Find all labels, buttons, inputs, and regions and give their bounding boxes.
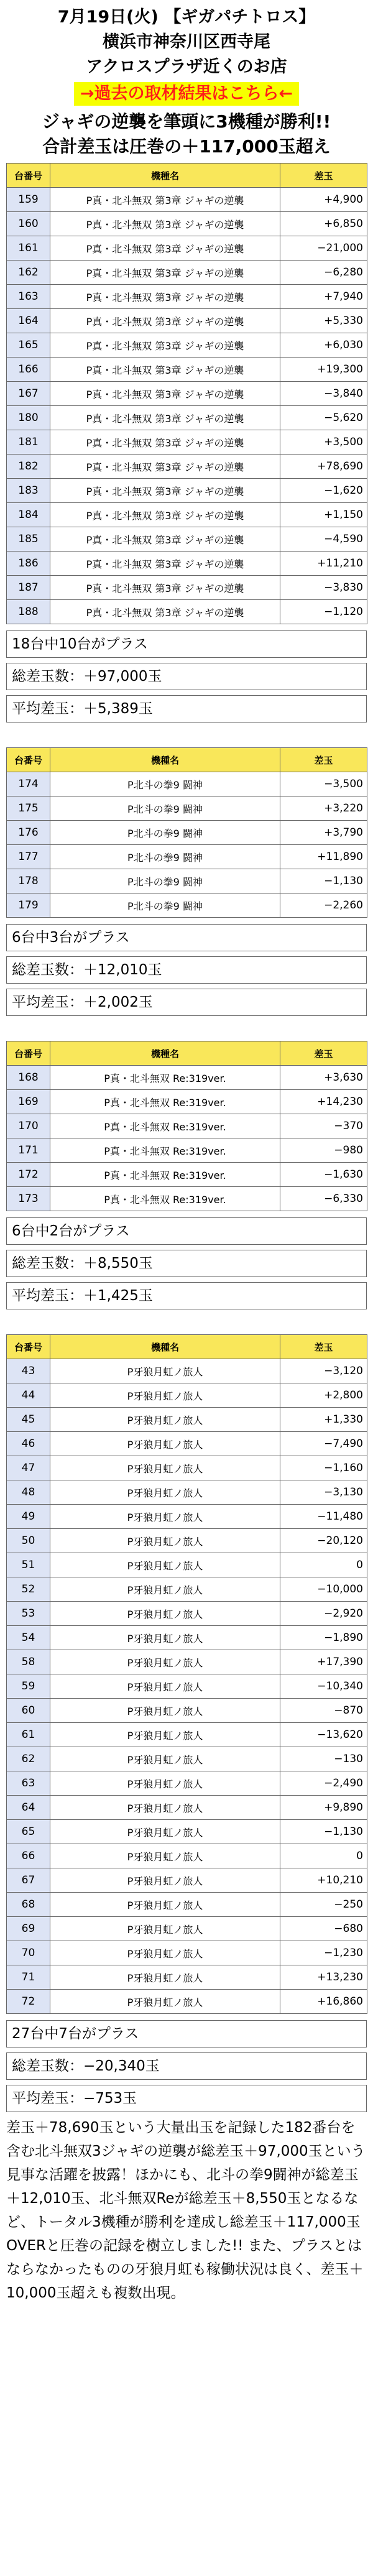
table-row <box>7 527 367 552</box>
machine-name: P牙狼月虹ノ旅人 <box>50 1456 280 1480</box>
machine-number: 72 <box>7 1990 50 2014</box>
table-row <box>7 576 367 600</box>
machine-name: P真・北斗無双 第3章 ジャギの逆襲 <box>50 527 280 552</box>
diff-value: −250 <box>280 1893 367 1917</box>
machine-name: P北斗の拳9 闘神 <box>50 772 280 796</box>
table-row <box>7 455 367 479</box>
diff-value: −1,160 <box>280 1456 367 1480</box>
machine-number: 53 <box>7 1602 50 1626</box>
machine-number: 178 <box>7 869 50 893</box>
machine-name: P牙狼月虹ノ旅人 <box>50 1747 280 1771</box>
table-row <box>7 1650 367 1674</box>
table-row <box>7 1844 367 1868</box>
table-row <box>7 333 367 358</box>
diff-value: +3,790 <box>280 821 367 845</box>
diff-value: −3,830 <box>280 576 367 600</box>
machine-name: P牙狼月虹ノ旅人 <box>50 1699 280 1723</box>
table-row <box>7 236 367 261</box>
header-cell-diff: 差玉 <box>280 1335 367 1359</box>
machine-section <box>6 1041 367 1309</box>
machine-name: P真・北斗無双 第3章 ジャギの逆襲 <box>50 285 280 309</box>
table-row <box>7 1893 367 1917</box>
machine-number: 43 <box>7 1359 50 1383</box>
table-row <box>7 1090 367 1114</box>
machine-name: P牙狼月虹ノ旅人 <box>50 1723 280 1747</box>
table-row <box>7 600 367 624</box>
machine-number: 64 <box>7 1796 50 1820</box>
table-row <box>7 821 367 845</box>
table-row <box>7 1626 367 1650</box>
table-row <box>7 1941 367 1965</box>
machine-number: 176 <box>7 821 50 845</box>
machine-name: P北斗の拳9 闘神 <box>50 821 280 845</box>
machine-number: 184 <box>7 503 50 527</box>
machine-name: P牙狼月虹ノ旅人 <box>50 1577 280 1602</box>
table-row <box>7 1066 367 1090</box>
machine-number: 70 <box>7 1941 50 1965</box>
diff-value: +6,850 <box>280 212 367 236</box>
date-line: 7月19日(火) 【ギガパチトロス】 <box>57 7 316 27</box>
table-row <box>7 382 367 406</box>
table-row <box>7 869 367 893</box>
diff-value: −7,490 <box>280 1432 367 1456</box>
diff-value: −21,000 <box>280 236 367 261</box>
table-row <box>7 406 367 430</box>
diff-value: +10,210 <box>280 1868 367 1893</box>
diff-value: −13,620 <box>280 1723 367 1747</box>
machine-number: 173 <box>7 1187 50 1211</box>
machine-number: 174 <box>7 772 50 796</box>
machine-name: P牙狼月虹ノ旅人 <box>50 1650 280 1674</box>
table-row <box>7 430 367 455</box>
header-cell-number: 台番号 <box>7 164 50 188</box>
article-text: 差玉＋78,690玉という大量出玉を記録した182番台を含む北斗無双3ジャギの逆襲が総差玉＋97,000玉という見事な活躍を披露！ほかにも、北斗の拳9闘神が総差玉＋12,010玉、北斗無双Reが総差玉＋8,550玉となるなど、トータル3機種が勝利を達成し総差玉＋117,000玉OVERと圧巻の記録を樹立しました!! また、プラスとはならなかったものの牙狼月虹も稼働状況は良く、差玉＋10,000玉超えも複数出現。 <box>6 2120 366 2301</box>
machine-name: P真・北斗無双 第3章 ジャギの逆襲 <box>50 261 280 285</box>
machine-section <box>6 1334 367 2112</box>
table-row <box>7 1163 367 1187</box>
machine-name: P牙狼月虹ノ旅人 <box>50 1820 280 1844</box>
machine-number: 180 <box>7 406 50 430</box>
diff-value: +1,150 <box>280 503 367 527</box>
machine-number: 50 <box>7 1529 50 1553</box>
machine-number: 181 <box>7 430 50 455</box>
machine-name: P牙狼月虹ノ旅人 <box>50 1626 280 1650</box>
machine-number: 167 <box>7 382 50 406</box>
diff-value: −2,260 <box>280 893 367 918</box>
machine-number: 179 <box>7 893 50 918</box>
diff-value: 0 <box>280 1553 367 1577</box>
diff-value: −1,130 <box>280 869 367 893</box>
diff-value: −1,120 <box>280 600 367 624</box>
total-diff: 総差玉数：＋12,010玉 <box>6 956 367 984</box>
diff-value: −1,130 <box>280 1820 367 1844</box>
table-row <box>7 1505 367 1529</box>
machine-number: 185 <box>7 527 50 552</box>
diff-value: −680 <box>280 1917 367 1941</box>
machine-name: P牙狼月虹ノ旅人 <box>50 1553 280 1577</box>
header-cell-name: 機種名 <box>50 748 280 772</box>
machine-name: P真・北斗無双 第3章 ジャギの逆襲 <box>50 188 280 212</box>
table-row <box>7 1796 367 1820</box>
header-cell-number: 台番号 <box>7 748 50 772</box>
table-row <box>7 1187 367 1211</box>
machine-name: P真・北斗無双 第3章 ジャギの逆襲 <box>50 358 280 382</box>
machine-number: 47 <box>7 1456 50 1480</box>
machine-section <box>6 747 367 1016</box>
total-diff: 総差玉数：＋8,550玉 <box>6 1250 367 1277</box>
machine-name: P牙狼月虹ノ旅人 <box>50 1844 280 1868</box>
diff-value: −980 <box>280 1138 367 1163</box>
header-cell-diff: 差玉 <box>280 748 367 772</box>
machine-number: 66 <box>7 1844 50 1868</box>
diff-value: −1,890 <box>280 1626 367 1650</box>
table-row <box>7 772 367 796</box>
machine-name: P牙狼月虹ノ旅人 <box>50 1990 280 2014</box>
machine-name: P真・北斗無双 Re:319ver. <box>50 1138 280 1163</box>
table-row <box>7 188 367 212</box>
table-row <box>7 552 367 576</box>
machine-name: P牙狼月虹ノ旅人 <box>50 1771 280 1796</box>
machine-number: 183 <box>7 479 50 503</box>
machine-number: 188 <box>7 600 50 624</box>
diff-value: +1,330 <box>280 1408 367 1432</box>
machine-number: 63 <box>7 1771 50 1796</box>
diff-value: −870 <box>280 1699 367 1723</box>
machine-name: P北斗の拳9 闘神 <box>50 869 280 893</box>
machine-name: P真・北斗無双 第3章 ジャギの逆襲 <box>50 600 280 624</box>
machine-number: 177 <box>7 845 50 869</box>
diff-value: −1,620 <box>280 479 367 503</box>
table-row <box>7 479 367 503</box>
machine-name: P真・北斗無双 第3章 ジャギの逆襲 <box>50 479 280 503</box>
machine-name: P真・北斗無双 第3章 ジャギの逆襲 <box>50 455 280 479</box>
table-row <box>7 1456 367 1480</box>
machine-name: P真・北斗無双 第3章 ジャギの逆襲 <box>50 212 280 236</box>
diff-value: +5,330 <box>280 309 367 333</box>
machine-number: 67 <box>7 1868 50 1893</box>
plus-count: 6台中3台がプラス <box>6 924 367 951</box>
diff-value: +13,230 <box>280 1965 367 1990</box>
table-row <box>7 1577 367 1602</box>
table-row <box>7 309 367 333</box>
headline-2: 合計差玉は圧巻の＋117,000玉超え <box>42 136 331 157</box>
machine-name: P真・北斗無双 Re:319ver. <box>50 1187 280 1211</box>
table-row <box>7 1432 367 1456</box>
table-row <box>7 1723 367 1747</box>
diff-value: −10,340 <box>280 1674 367 1699</box>
machine-name: P真・北斗無双 第3章 ジャギの逆襲 <box>50 503 280 527</box>
diff-value: +19,300 <box>280 358 367 382</box>
average-diff: 平均差玉：＋5,389玉 <box>6 695 367 722</box>
table-row <box>7 1553 367 1577</box>
machine-name: P牙狼月虹ノ旅人 <box>50 1432 280 1456</box>
header-cell-diff: 差玉 <box>280 1041 367 1066</box>
diff-value: +4,900 <box>280 188 367 212</box>
machine-name: P牙狼月虹ノ旅人 <box>50 1796 280 1820</box>
machine-number: 68 <box>7 1893 50 1917</box>
table-row <box>7 1990 367 2014</box>
shop-hint: アクロスプラザ近くのお店 <box>86 57 287 76</box>
plus-count: 27台中7台がプラス <box>6 2020 367 2047</box>
diff-value: −6,330 <box>280 1187 367 1211</box>
average-diff: 平均差玉：＋2,002玉 <box>6 989 367 1016</box>
table-row <box>7 845 367 869</box>
table-row <box>7 1138 367 1163</box>
average-diff: 平均差玉：−753玉 <box>6 2085 367 2112</box>
diff-value: −1,630 <box>280 1163 367 1187</box>
headline-1: ジャギの逆襲を筆頭に3機種が勝利!! <box>42 111 331 132</box>
table-row <box>7 285 367 309</box>
machine-name: P真・北斗無双 Re:319ver. <box>50 1090 280 1114</box>
machine-number: 62 <box>7 1747 50 1771</box>
header-cell-name: 機種名 <box>50 164 280 188</box>
diff-value: −370 <box>280 1114 367 1138</box>
machine-number: 160 <box>7 212 50 236</box>
diff-value: −20,120 <box>280 1529 367 1553</box>
machine-name: P牙狼月虹ノ旅人 <box>50 1868 280 1893</box>
machine-name: P真・北斗無双 第3章 ジャギの逆襲 <box>50 309 280 333</box>
table-row <box>7 1408 367 1432</box>
machine-number: 46 <box>7 1432 50 1456</box>
diff-value: +6,030 <box>280 333 367 358</box>
machine-number: 168 <box>7 1066 50 1090</box>
diff-value: +11,890 <box>280 845 367 869</box>
machine-name: P真・北斗無双 第3章 ジャギの逆襲 <box>50 236 280 261</box>
plus-count: 6台中2台がプラス <box>6 1217 367 1245</box>
diff-value: −11,480 <box>280 1505 367 1529</box>
diff-value: +9,890 <box>280 1796 367 1820</box>
past-results-link[interactable]: →過去の取材結果はこちら← <box>74 82 299 106</box>
machine-number: 59 <box>7 1674 50 1699</box>
diff-value: +17,390 <box>280 1650 367 1674</box>
machine-name: P牙狼月虹ノ旅人 <box>50 1917 280 1941</box>
machine-number: 71 <box>7 1965 50 1990</box>
machine-number: 164 <box>7 309 50 333</box>
table-row <box>7 1359 367 1383</box>
diff-value: +3,500 <box>280 430 367 455</box>
diff-value: −3,500 <box>280 772 367 796</box>
diff-value: +11,210 <box>280 552 367 576</box>
machine-name: P牙狼月虹ノ旅人 <box>50 1674 280 1699</box>
machine-name: P牙狼月虹ノ旅人 <box>50 1383 280 1408</box>
diff-value: −1,230 <box>280 1941 367 1965</box>
machine-name: P北斗の拳9 闘神 <box>50 893 280 918</box>
table-row <box>7 1674 367 1699</box>
machine-name: P真・北斗無双 Re:319ver. <box>50 1066 280 1090</box>
table-row <box>7 796 367 821</box>
diff-value: +3,630 <box>280 1066 367 1090</box>
diff-value: −4,590 <box>280 527 367 552</box>
header-cell-name: 機種名 <box>50 1041 280 1066</box>
machine-number: 60 <box>7 1699 50 1723</box>
location-line: 横浜市神奈川区西寺尾 <box>103 32 270 52</box>
average-diff: 平均差玉：＋1,425玉 <box>6 1282 367 1309</box>
table-row <box>7 261 367 285</box>
machine-section <box>6 163 367 722</box>
diff-value: +2,800 <box>280 1383 367 1408</box>
results-table <box>6 1334 367 2014</box>
table-row <box>7 1917 367 1941</box>
diff-value: +14,230 <box>280 1090 367 1114</box>
machine-number: 65 <box>7 1820 50 1844</box>
diff-value: −10,000 <box>280 1577 367 1602</box>
table-row <box>7 1529 367 1553</box>
diff-value: +7,940 <box>280 285 367 309</box>
machine-number: 172 <box>7 1163 50 1187</box>
machine-name: P牙狼月虹ノ旅人 <box>50 1965 280 1990</box>
machine-number: 69 <box>7 1917 50 1941</box>
machine-name: P北斗の拳9 闘神 <box>50 845 280 869</box>
machine-name: P真・北斗無双 第3章 ジャギの逆襲 <box>50 552 280 576</box>
table-row <box>7 1114 367 1138</box>
machine-number: 169 <box>7 1090 50 1114</box>
machine-number: 48 <box>7 1480 50 1505</box>
machine-name: P真・北斗無双 第3章 ジャギの逆襲 <box>50 333 280 358</box>
total-diff: 総差玉数：＋97,000玉 <box>6 663 367 690</box>
total-diff: 総差玉数：−20,340玉 <box>6 2052 367 2080</box>
machine-name: P牙狼月虹ノ旅人 <box>50 1505 280 1529</box>
table-row <box>7 1602 367 1626</box>
machine-name: P牙狼月虹ノ旅人 <box>50 1941 280 1965</box>
machine-number: 163 <box>7 285 50 309</box>
machine-number: 171 <box>7 1138 50 1163</box>
diff-value: −5,620 <box>280 406 367 430</box>
results-table <box>6 1041 367 1211</box>
table-row <box>7 1699 367 1723</box>
machine-number: 159 <box>7 188 50 212</box>
machine-number: 45 <box>7 1408 50 1432</box>
machine-name: P真・北斗無双 Re:319ver. <box>50 1114 280 1138</box>
plus-count: 18台中10台がプラス <box>6 630 367 658</box>
diff-value: 0 <box>280 1844 367 1868</box>
diff-value: +78,690 <box>280 455 367 479</box>
machine-name: P北斗の拳9 闘神 <box>50 796 280 821</box>
diff-value: −3,130 <box>280 1480 367 1505</box>
machine-number: 58 <box>7 1650 50 1674</box>
results-table <box>6 163 367 624</box>
machine-name: P真・北斗無双 第3章 ジャギの逆襲 <box>50 576 280 600</box>
table-row <box>7 1771 367 1796</box>
machine-name: P牙狼月虹ノ旅人 <box>50 1529 280 1553</box>
machine-name: P牙狼月虹ノ旅人 <box>50 1602 280 1626</box>
machine-number: 186 <box>7 552 50 576</box>
header-cell-name: 機種名 <box>50 1335 280 1359</box>
machine-name: P牙狼月虹ノ旅人 <box>50 1893 280 1917</box>
table-row <box>7 1480 367 1505</box>
machine-number: 175 <box>7 796 50 821</box>
machine-number: 49 <box>7 1505 50 1529</box>
machine-number: 52 <box>7 1577 50 1602</box>
machine-number: 182 <box>7 455 50 479</box>
header-cell-diff: 差玉 <box>280 164 367 188</box>
header-cell-number: 台番号 <box>7 1041 50 1066</box>
machine-number: 61 <box>7 1723 50 1747</box>
diff-value: −2,920 <box>280 1602 367 1626</box>
table-row <box>7 503 367 527</box>
machine-name: P真・北斗無双 第3章 ジャギの逆襲 <box>50 430 280 455</box>
machine-name: P真・北斗無双 Re:319ver. <box>50 1163 280 1187</box>
results-table <box>6 747 367 918</box>
diff-value: −3,840 <box>280 382 367 406</box>
header-cell-number: 台番号 <box>7 1335 50 1359</box>
machine-number: 166 <box>7 358 50 382</box>
table-row <box>7 1383 367 1408</box>
machine-name: P牙狼月虹ノ旅人 <box>50 1480 280 1505</box>
machine-number: 187 <box>7 576 50 600</box>
machine-number: 54 <box>7 1626 50 1650</box>
machine-number: 162 <box>7 261 50 285</box>
diff-value: +16,860 <box>280 1990 367 2014</box>
header <box>0 0 373 109</box>
table-row <box>7 1868 367 1893</box>
machine-number: 51 <box>7 1553 50 1577</box>
results-sections <box>0 163 373 2112</box>
machine-name: P牙狼月虹ノ旅人 <box>50 1359 280 1383</box>
machine-number: 165 <box>7 333 50 358</box>
machine-name: P真・北斗無双 第3章 ジャギの逆襲 <box>50 406 280 430</box>
diff-value: −2,490 <box>280 1771 367 1796</box>
diff-value: +3,220 <box>280 796 367 821</box>
diff-value: −130 <box>280 1747 367 1771</box>
table-row <box>7 1747 367 1771</box>
table-row <box>7 893 367 918</box>
table-row <box>7 358 367 382</box>
table-row <box>7 1965 367 1990</box>
diff-value: −6,280 <box>280 261 367 285</box>
machine-number: 170 <box>7 1114 50 1138</box>
machine-name: P真・北斗無双 第3章 ジャギの逆襲 <box>50 382 280 406</box>
machine-number: 161 <box>7 236 50 261</box>
table-row <box>7 212 367 236</box>
machine-number: 44 <box>7 1383 50 1408</box>
machine-name: P牙狼月虹ノ旅人 <box>50 1408 280 1432</box>
table-row <box>7 1820 367 1844</box>
diff-value: −3,120 <box>280 1359 367 1383</box>
